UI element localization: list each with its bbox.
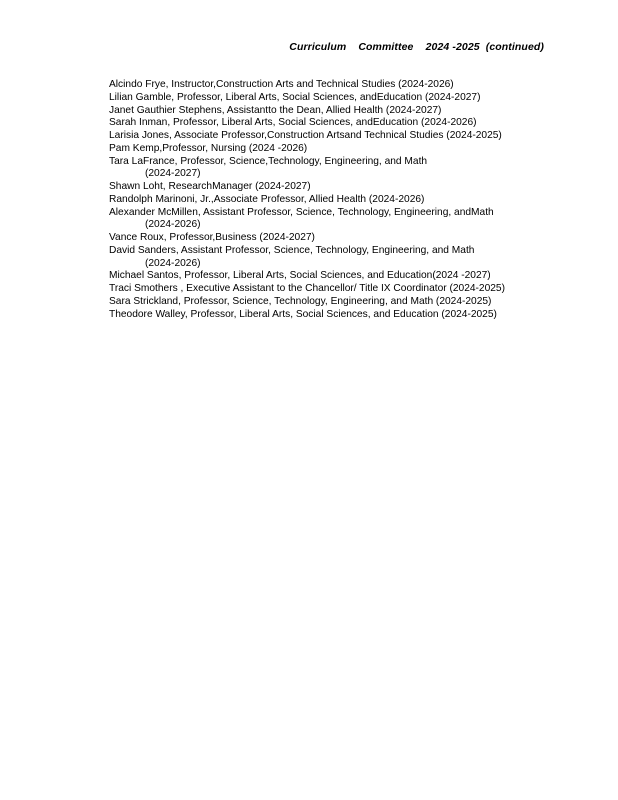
- list-item: [109, 232, 579, 245]
- member-text: Larisia Jones, Associate Professor,Construction Artsand Technical Studies (2024-2025): [109, 130, 502, 141]
- member-text: Tara LaFrance, Professor, Science,Technology, Engineering, and Math: [109, 155, 428, 167]
- member-text: Vance Roux, Professor,Business (2024-2027): [109, 232, 315, 243]
- member-text: Traci Smothers , Executive Assistant to the Chancellor/ Title IX Coordinator (2024-2025): [109, 283, 505, 294]
- list-item: [109, 245, 579, 271]
- member-text: Shawn Loht, ResearchManager (2024-2027): [109, 181, 311, 192]
- list-item: [109, 207, 579, 233]
- list-item: [109, 283, 579, 296]
- member-text: Michael Santos, Professor, Liberal Arts, Social Sciences, and Education(2024 -2027): [109, 270, 491, 282]
- member-text: Sara Strickland, Professor, Science, Technology, Engineering, and Math (2024-2025): [109, 295, 492, 307]
- page-header: Curriculum Committee 2024 -2025 (continued): [289, 41, 544, 53]
- member-term: (2024-2026): [145, 257, 201, 269]
- list-item: [109, 130, 579, 143]
- list-item: [109, 143, 579, 156]
- list-item: [109, 105, 579, 118]
- member-text: Sarah Inman, Professor, Liberal Arts, Social Sciences, andEducation (2024-2026): [109, 117, 477, 129]
- list-item: [109, 79, 579, 92]
- list-item: [109, 296, 579, 309]
- member-text: Janet Gauthier Stephens, Assistantto the Dean, Allied Health (2024-2027): [109, 104, 442, 116]
- list-item: [109, 309, 579, 322]
- list-item: [109, 117, 579, 130]
- member-text: Alexander McMillen, Assistant Professor, Science, Technology, Engineering, andMath: [109, 206, 494, 218]
- list-item: [109, 194, 579, 207]
- member-text: Pam Kemp,Professor, Nursing (2024 -2026): [109, 142, 308, 154]
- member-text: David Sanders, Assistant Professor, Science, Technology, Engineering, and Math: [109, 244, 475, 256]
- member-term: (2024-2027): [145, 168, 201, 180]
- member-text: Randolph Marinoni, Jr.,Associate Professor, Allied Health (2024-2026): [109, 193, 425, 205]
- committee-member-list: [109, 79, 579, 321]
- member-text: Lilian Gamble, Professor, Liberal Arts, Social Sciences, andEducation (2024-2027): [109, 91, 481, 103]
- list-item: [109, 156, 579, 182]
- list-item: [109, 181, 579, 194]
- list-item: [109, 270, 579, 283]
- member-text: Theodore Walley, Professor, Liberal Arts, Social Sciences, and Education (2024-2025): [109, 308, 497, 320]
- list-item: [109, 92, 579, 105]
- member-text: Alcindo Frye, Instructor,Construction Arts and Technical Studies (2024-2026): [109, 79, 454, 90]
- member-term: (2024-2026): [145, 219, 201, 231]
